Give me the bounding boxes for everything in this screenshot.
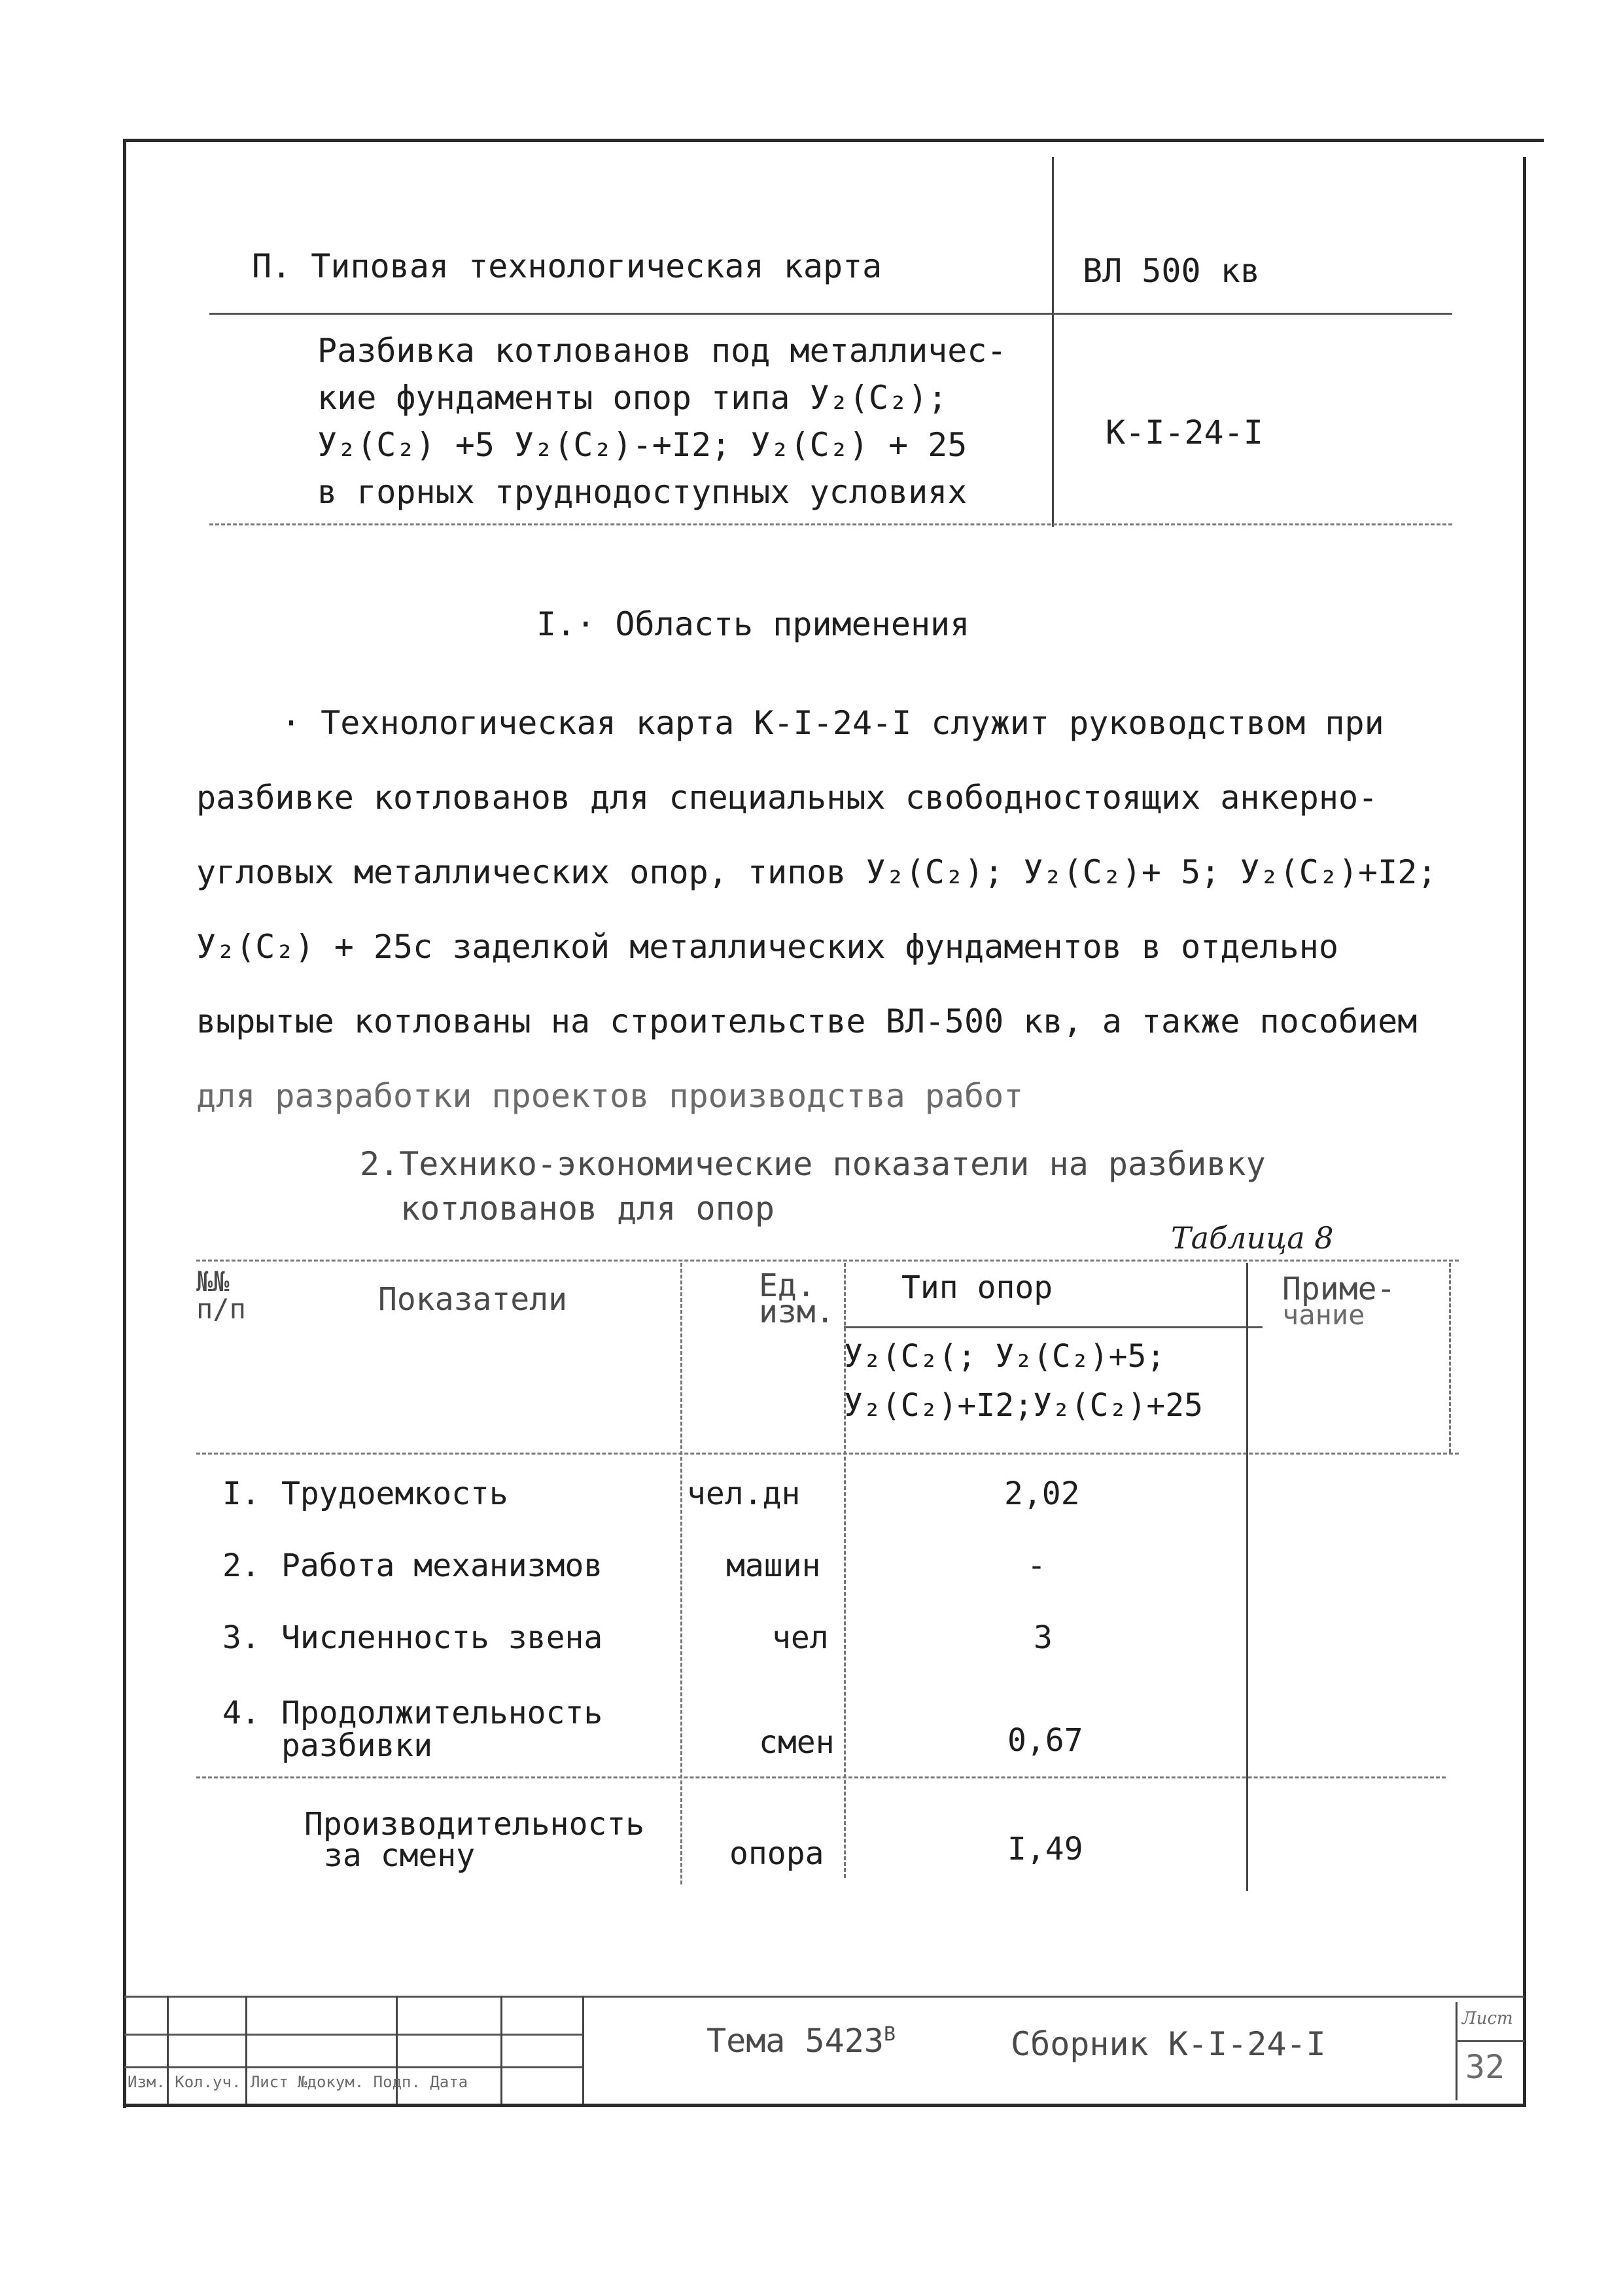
table-header-bottom	[196, 1453, 1459, 1455]
table-body-divider	[196, 1776, 1446, 1778]
th-note-2: чание	[1282, 1299, 1365, 1331]
tema-text: Тема 5423	[707, 2022, 884, 2060]
section1-line-2: разбивке котлованов для специальных свободностоящих анкерно-	[196, 779, 1378, 817]
row-value: 0,67	[1007, 1722, 1083, 1759]
th-note	[1282, 1271, 1396, 1331]
tema-sup: В	[883, 2022, 896, 2046]
th-unit-2: изм.	[759, 1294, 835, 1330]
frame-top	[124, 139, 1544, 142]
col-sep-note	[1246, 1263, 1248, 1891]
header-divider-v	[1052, 157, 1054, 527]
subtitle-line-3: У₂(С₂) +5 У₂(С₂)-+I2; У₂(С₂) + 25	[317, 426, 968, 464]
table-top-line	[196, 1260, 1459, 1262]
header-code: К-I-24-I	[1106, 414, 1263, 451]
col-sep-right	[1449, 1263, 1451, 1453]
footer-sbornik: Сборник К-I-24-I	[1011, 2025, 1326, 2063]
header-subtitle	[317, 327, 1007, 516]
row-label: Трудоемкость	[281, 1475, 508, 1512]
row-label-2: разбивки	[281, 1727, 433, 1764]
th-num	[196, 1265, 246, 1325]
stamp-row-line-2	[124, 2066, 582, 2068]
row-unit: машин	[726, 1547, 821, 1584]
summary-label-2: за смену	[324, 1837, 476, 1874]
section1-line-4: У₂(С₂) + 25с заделкой металлических фундаментов в отдельно	[196, 928, 1338, 966]
row-value: -	[1027, 1547, 1046, 1584]
table-row	[222, 1695, 1243, 1767]
table-row	[222, 1547, 1243, 1593]
row-unit: смен	[759, 1724, 835, 1761]
header-bottom-line	[209, 523, 1452, 525]
summary-unit: опора	[729, 1835, 824, 1872]
section2-title-1: 2.Технико-экономические показатели на разбивку	[360, 1145, 1266, 1183]
sheet-box-left	[1456, 2002, 1457, 2100]
section1-line-3: угловых металлических опор, типов У₂(С₂); У₂(С₂)+ 5; У₂(С₂)+I2;	[196, 853, 1437, 891]
sheet-number: 32	[1465, 2048, 1505, 2086]
table-row	[222, 1619, 1243, 1665]
stamp-col-5	[582, 1996, 584, 2104]
frame-bottom	[124, 2104, 1524, 2107]
row-unit: чел	[772, 1619, 829, 1656]
th-indicator: Показатели	[378, 1281, 567, 1318]
header-title: П. Типовая технологическая карта	[252, 247, 882, 285]
stamp-labels: Изм. Кол.уч. Лист №докум. Подп. Дата	[128, 2073, 468, 2091]
row-num: 3.	[222, 1619, 260, 1656]
row-value: 3	[1034, 1619, 1053, 1656]
section2-title-2: котлованов для опор	[400, 1190, 775, 1227]
section1-line-6: для разработки проектов производства работ	[196, 1077, 1024, 1115]
table-summary-row	[222, 1806, 1243, 1878]
th-type-sub2: У₂(С₂)+I2;У₂(С₂)+25	[844, 1387, 1204, 1424]
sheet-box-divider	[1456, 2040, 1524, 2042]
table-row	[222, 1475, 1243, 1521]
section1-title: I.· Область применения	[536, 605, 970, 643]
row-label: Работа механизмов	[281, 1547, 603, 1584]
frame-left	[123, 139, 126, 2108]
row-label: Численность звена	[281, 1619, 603, 1656]
table-label: Таблица 8	[1171, 1220, 1334, 1256]
frame-right	[1523, 157, 1526, 2107]
th-unit	[759, 1267, 835, 1330]
row-num: 4.	[222, 1695, 260, 1731]
th-type: Тип опор	[901, 1269, 1053, 1306]
footer-tema	[707, 2022, 896, 2060]
row-value: 2,02	[1004, 1475, 1080, 1512]
header-divider-h	[209, 313, 1452, 315]
subtitle-line-2: кие фундаменты опор типа У₂(С₂);	[317, 379, 948, 417]
type-subheader-line	[844, 1326, 1263, 1328]
th-num-1: №№	[196, 1265, 230, 1298]
th-unit-1: Ед.	[759, 1267, 816, 1304]
row-unit: чел.дн	[687, 1475, 801, 1512]
th-type-sub1: У₂(С₂(; У₂(С₂)+5;	[844, 1338, 1166, 1375]
subtitle-line-4: в горных труднодоступных условиях	[317, 473, 968, 511]
summary-value: I,49	[1007, 1831, 1083, 1867]
row-num: I.	[222, 1475, 260, 1512]
header-voltage: ВЛ 500 кв	[1083, 252, 1260, 290]
stamp-col-4	[500, 1996, 502, 2104]
th-num-2: п/п	[196, 1293, 246, 1325]
sheet-label: Лист	[1462, 2009, 1513, 2028]
row-num: 2.	[222, 1547, 260, 1584]
section1-body	[196, 686, 1437, 1133]
summary-label: Производительность	[304, 1806, 645, 1843]
section1-line-1: · Технологическая карта К-I-24-I служит руководством при	[281, 704, 1384, 742]
footer-top-line	[124, 1996, 1524, 1998]
section1-line-5: вырытые котлованы на строительстве ВЛ-500 кв, а также пособием	[196, 1002, 1418, 1040]
stamp-row-line-1	[124, 2034, 582, 2036]
subtitle-line-1: Разбивка котлованов под металличес-	[317, 332, 1007, 370]
row-label: Продолжительность	[281, 1695, 603, 1731]
th-note-1: Приме-	[1282, 1271, 1396, 1307]
